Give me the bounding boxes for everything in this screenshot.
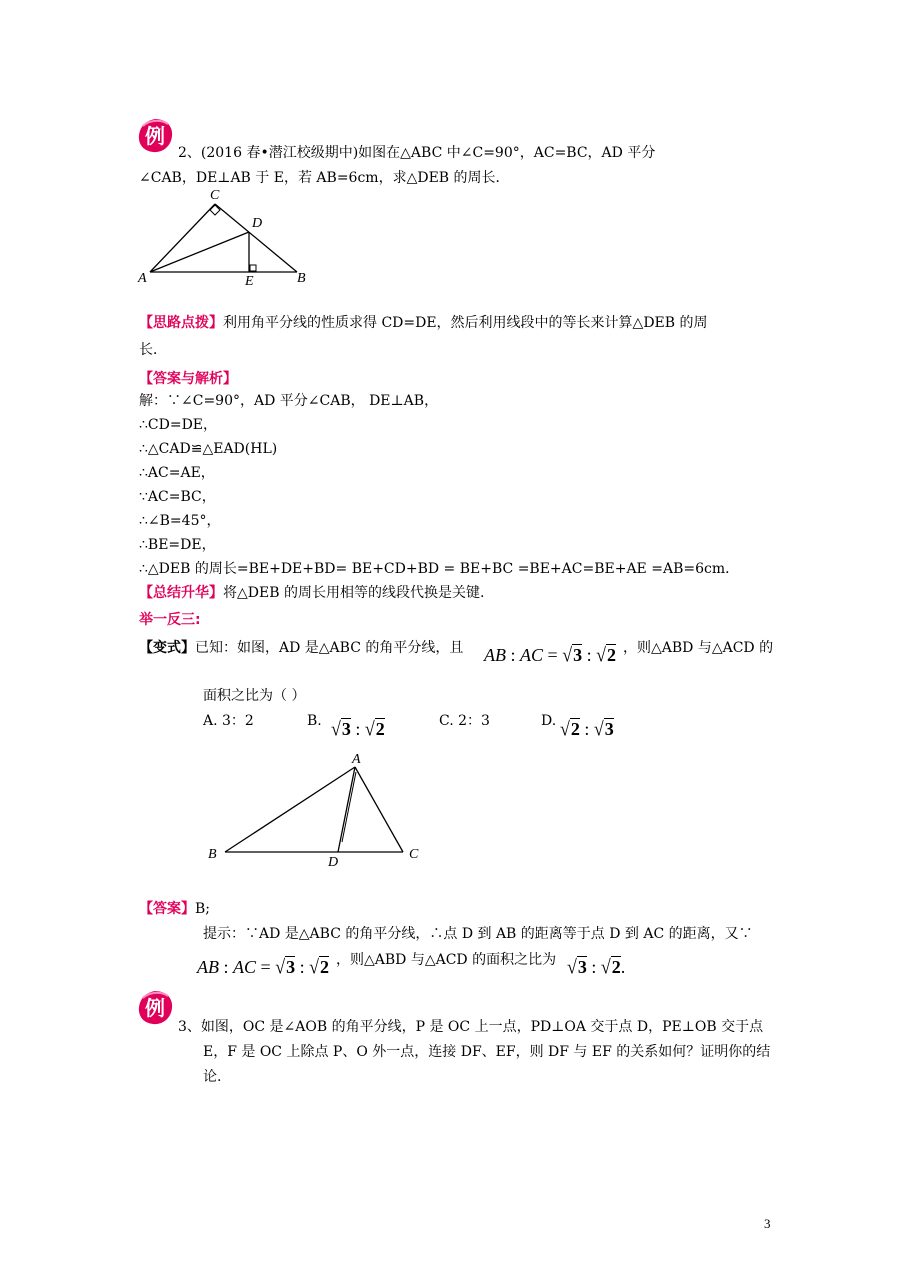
answer-value: B; bbox=[195, 901, 211, 917]
example-2-line2: ∠CAB，DE⊥AB 于 E，若 AB=6cm，求△DEB 的周长． bbox=[139, 170, 510, 186]
answer-line bbox=[139, 899, 210, 919]
fig1-label-e: E bbox=[245, 274, 254, 289]
fig2-label-d: D bbox=[328, 855, 339, 870]
example-2-line1: 2、(2016 春•潜江校级期中)如图在△ABC 中∠C=90°，AC=BC，AD 平分 bbox=[178, 145, 656, 161]
summary-text: 将△DEB 的周长用相等的线段代换是关键. bbox=[223, 585, 485, 601]
example-3-line3: 论. bbox=[203, 1069, 222, 1085]
fig1-right-angle-e bbox=[250, 265, 256, 271]
fig2-bisector-ad-shadow bbox=[342, 772, 356, 842]
fig1-label-d: D bbox=[252, 216, 263, 231]
fig1-label-a: A bbox=[138, 271, 147, 286]
hint-text1: 利用角平分线的性质求得 CD=DE，然后利用线段中的等长来计算△DEB 的周 bbox=[223, 315, 708, 331]
fig2-label-b: B bbox=[208, 847, 217, 862]
sqrt-3: 3 bbox=[573, 645, 583, 665]
badge-char-2: 例 bbox=[145, 996, 165, 1020]
analysis-line-6: ∴∠B=45°， bbox=[139, 513, 221, 529]
figure-triangle-abc-2 bbox=[210, 760, 420, 860]
option-c: C. 2：3 bbox=[439, 713, 490, 729]
answer-ratio-math: AB : AC = √3 : √2 bbox=[197, 955, 329, 978]
fig2-side-ba bbox=[225, 767, 355, 852]
option-a: A. 3：2 bbox=[203, 713, 254, 729]
example-badge-icon bbox=[135, 116, 175, 156]
analysis-line-3: ∴△CAD≌△EAD(HL) bbox=[139, 441, 278, 457]
fig2-side-ac bbox=[355, 767, 403, 852]
analysis-line-1: 解：∵∠C=90°，AD 平分∠CAB， DE⊥AB， bbox=[139, 393, 439, 409]
fig2-label-c: C bbox=[409, 847, 419, 862]
analysis-line-4: ∴AC=AE， bbox=[139, 465, 215, 481]
math-ac: AC bbox=[520, 645, 544, 665]
page-number: 3 bbox=[764, 1216, 771, 1231]
fig2-bisector-ad bbox=[338, 767, 355, 852]
option-b-label: B. bbox=[307, 713, 322, 729]
option-b-math: √3 : √2 bbox=[331, 717, 385, 740]
option-d-label: D. bbox=[541, 713, 557, 729]
fig1-side-cb bbox=[215, 204, 297, 272]
sqrt-2: 2 bbox=[606, 645, 616, 665]
analysis-line-7: ∴BE=DE， bbox=[139, 537, 216, 553]
variant-line1 bbox=[139, 638, 463, 658]
example-3-line1: 3、如图，OC 是∠AOB 的角平分线，P 是 OC 上一点，PD⊥OA 交于点 D，PE⊥OB 交于点 bbox=[178, 1019, 764, 1035]
figure-triangle-abc-1 bbox=[135, 188, 315, 288]
variant-ratio-math: AB : AC = √3 : √2 bbox=[484, 643, 616, 666]
analysis-line-8: ∴△DEB 的周长=BE+DE+BD= BE+CD+BD = BE+BC =BE+AC=BE+AE =AB=6cm． bbox=[139, 561, 740, 577]
math-ab: AB bbox=[484, 645, 506, 665]
juyi-heading: 举一反三: bbox=[139, 612, 201, 628]
badge-char: 例 bbox=[145, 124, 165, 148]
answer-tag: 【答案】 bbox=[139, 901, 195, 917]
fig1-segment-ad bbox=[150, 232, 249, 272]
variant-text2: ，则△ABD 与△ACD 的 bbox=[623, 640, 774, 656]
answer-hint1: 提示：∵AD 是△ABC 的角平分线，∴点 D 到 AB 的距离等于点 D 到 AC 的距离，又∵ bbox=[203, 926, 753, 942]
variant-tag: 【变式】 bbox=[139, 640, 195, 656]
variant-text1: 已知：如图，AD 是△ABC 的角平分线，且 bbox=[195, 640, 464, 656]
option-d-math: √2 : √3 bbox=[560, 717, 614, 740]
variant-text3: 面积之比为（ ） bbox=[203, 688, 306, 704]
fig1-side-ac bbox=[150, 204, 215, 272]
example-3-line2: E，F 是 OC 上除点 P、O 外一点，连接 DF、EF，则 DF 与 EF 的关系如何？证明你的结 bbox=[203, 1044, 771, 1060]
hint-line2: 长． bbox=[139, 342, 167, 358]
fig2-label-a: A bbox=[352, 752, 361, 767]
answer-hint2: ，则△ABD 与△ACD 的面积之比为 bbox=[336, 952, 557, 968]
hint-line1 bbox=[139, 313, 708, 333]
answer-result-math: √3 : √2. bbox=[567, 955, 626, 978]
hint-tag: 【思路点拨】 bbox=[139, 315, 223, 331]
summary-line bbox=[139, 583, 484, 603]
analysis-line-2: ∴CD=DE， bbox=[139, 417, 218, 433]
fig1-label-b: B bbox=[297, 271, 306, 286]
summary-tag: 【总结升华】 bbox=[139, 585, 223, 601]
answer-analysis-tag: 【答案与解析】 bbox=[139, 371, 237, 387]
example-badge-icon-2 bbox=[135, 988, 175, 1028]
analysis-line-5: ∵AC=BC， bbox=[139, 489, 216, 505]
fig1-label-c: C bbox=[210, 188, 220, 203]
